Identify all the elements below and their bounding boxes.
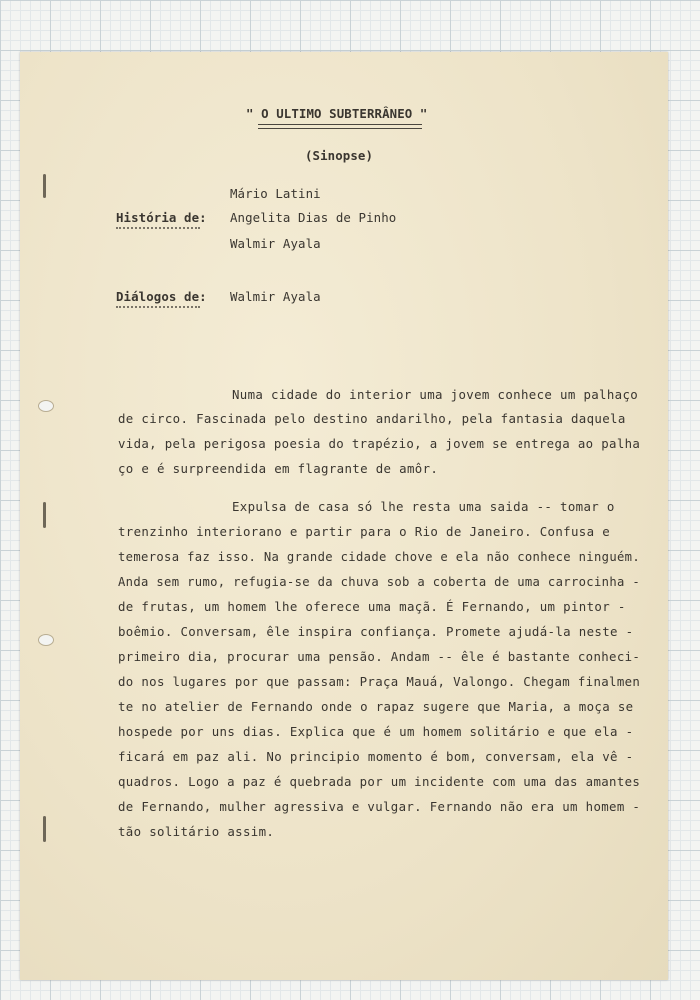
document-page bbox=[20, 52, 668, 980]
title-underline bbox=[258, 124, 422, 129]
paragraph-2-line: trenzinho interiorano e partir para o Rio de Janeiro. Confusa e bbox=[118, 524, 611, 539]
binder-slot-hole bbox=[43, 816, 46, 842]
paragraph-2-line: ficará em paz ali. No principio momento é bom, conversam, ela vê - bbox=[118, 749, 634, 764]
binder-slot-hole bbox=[43, 502, 46, 528]
historia-author-2: Angelita Dias de Pinho bbox=[230, 210, 397, 225]
paragraph-1-line: vida, pela perigosa poesia do trapézio, a jovem se entrega ao palha bbox=[118, 436, 641, 451]
paragraph-1-line: de circo. Fascinada pelo destino andarilho, pela fantasia daquela bbox=[118, 411, 626, 426]
paragraph-1-line: Numa cidade do interior uma jovem conhece um palhaço bbox=[232, 387, 639, 402]
binder-slot-hole bbox=[43, 174, 46, 198]
dialogos-author: Walmir Ayala bbox=[230, 289, 321, 304]
dialogos-label: Diálogos de: bbox=[116, 289, 207, 304]
document-title: " O ULTIMO SUBTERRÂNEO " bbox=[246, 106, 428, 121]
document-subtitle: (Sinopse) bbox=[305, 148, 374, 163]
paragraph-2-line: tão solitário assim. bbox=[118, 824, 275, 839]
paragraph-2-line: de frutas, um homem lhe oferece uma maçã. É Fernando, um pintor - bbox=[118, 599, 626, 614]
paragraph-2-line: boêmio. Conversam, êle inspira confiança. Promete ajudá-la neste - bbox=[118, 624, 634, 639]
paragraph-2-line: primeiro dia, procurar uma pensão. Andam -- êle é bastante conheci- bbox=[118, 649, 641, 664]
historia-author-1: Mário Latini bbox=[230, 186, 321, 201]
paragraph-2-line: te no atelier de Fernando onde o rapaz sugere que Maria, a moça se bbox=[118, 699, 634, 714]
paragraph-2-line: Expulsa de casa só lhe resta uma saida -- tomar o bbox=[232, 499, 615, 514]
paragraph-2-line: Anda sem rumo, refugia-se da chuva sob a coberta de uma carrocinha - bbox=[118, 574, 641, 589]
historia-label-underline bbox=[116, 226, 200, 229]
dialogos-label-underline bbox=[116, 305, 200, 308]
paragraph-2-line: do nos lugares por que passam: Praça Mauá, Valongo. Chegam finalmen bbox=[118, 674, 641, 689]
paragraph-2-line: hospede por uns dias. Explica que é um homem solitário e que ela - bbox=[118, 724, 634, 739]
paragraph-1-line: ço e é surpreendida em flagrante de amôr. bbox=[118, 461, 439, 476]
binder-round-hole bbox=[38, 634, 54, 646]
historia-author-3: Walmir Ayala bbox=[230, 236, 321, 251]
paragraph-2-line: temerosa faz isso. Na grande cidade chove e ela não conhece ninguém. bbox=[118, 549, 641, 564]
paragraph-2-line: quadros. Logo a paz é quebrada por um incidente com uma das amantes bbox=[118, 774, 641, 789]
paragraph-2-line: de Fernando, mulher agressiva e vulgar. Fernando não era um homem - bbox=[118, 799, 641, 814]
binder-round-hole bbox=[38, 400, 54, 412]
historia-label: História de: bbox=[116, 210, 207, 225]
